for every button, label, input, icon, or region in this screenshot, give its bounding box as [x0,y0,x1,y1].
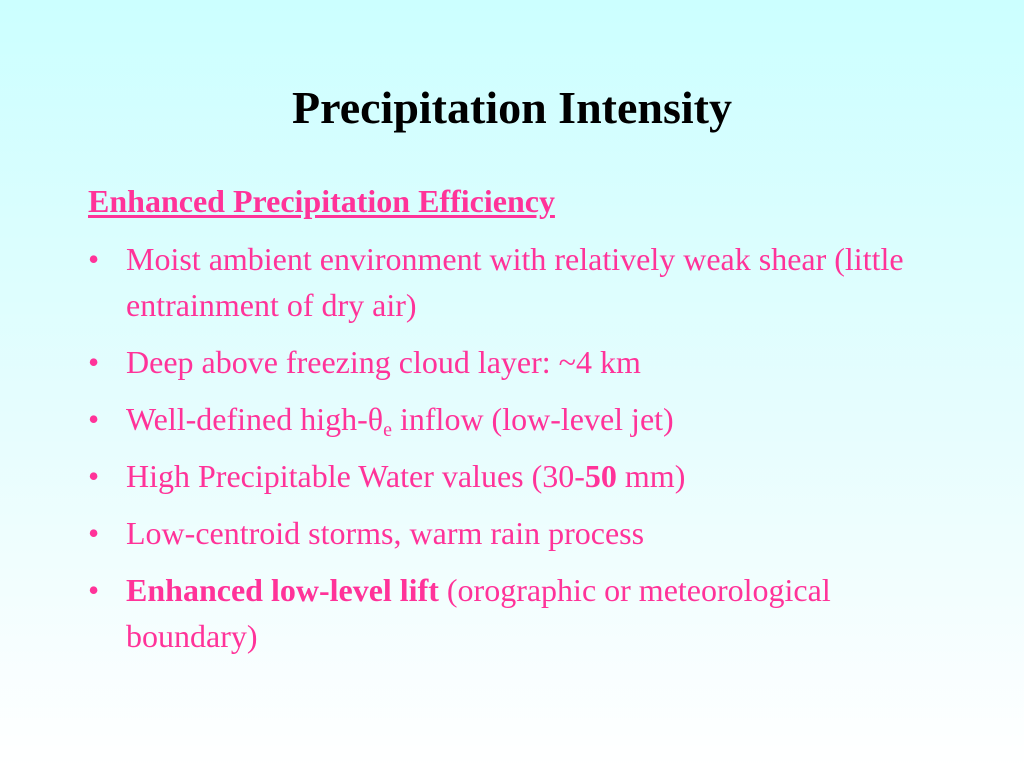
theta-symbol: θ [367,401,384,437]
bullet-item-precipitable-water [88,453,948,499]
bullet-marker: • [88,515,100,551]
bullet-text: Low-centroid storms, warm rain process [126,515,645,551]
bullet-marker: • [88,401,100,437]
bullet-text: Moist ambient environment with relatively weak shear (little entrainment of dry air) [126,241,904,323]
bullet-item-low-level-lift [88,567,948,659]
bullet-marker: • [88,241,100,277]
bullet-text-after: (orographic or meteorological boundary) [126,572,831,654]
bullet-text-after: mm) [616,458,686,494]
slide-title: Precipitation Intensity [292,82,732,133]
theta-subscript: e [383,419,392,441]
bullet-item-moist-environment [88,236,948,328]
bullet-item-cloud-layer [88,339,948,385]
bullet-item-theta-e-inflow [88,396,948,442]
bullet-text-before: High Precipitable Water values (30- [126,458,585,494]
bullet-item-low-centroid [88,510,948,556]
bullet-marker: • [88,572,100,608]
bullet-text-after: inflow (low-level jet) [392,401,674,437]
section-heading: Enhanced Precipitation Efficiency [88,183,555,219]
bullet-text-before: Well-defined high- [126,401,368,437]
bullet-text-bold: 50 [584,458,617,494]
bullet-text-bold: Enhanced low-level lift [126,572,439,608]
bullet-marker: • [88,458,100,494]
bullet-marker: • [88,344,100,380]
bullet-text: Deep above freezing cloud layer: ~4 km [126,344,641,380]
bullet-list [88,236,948,670]
